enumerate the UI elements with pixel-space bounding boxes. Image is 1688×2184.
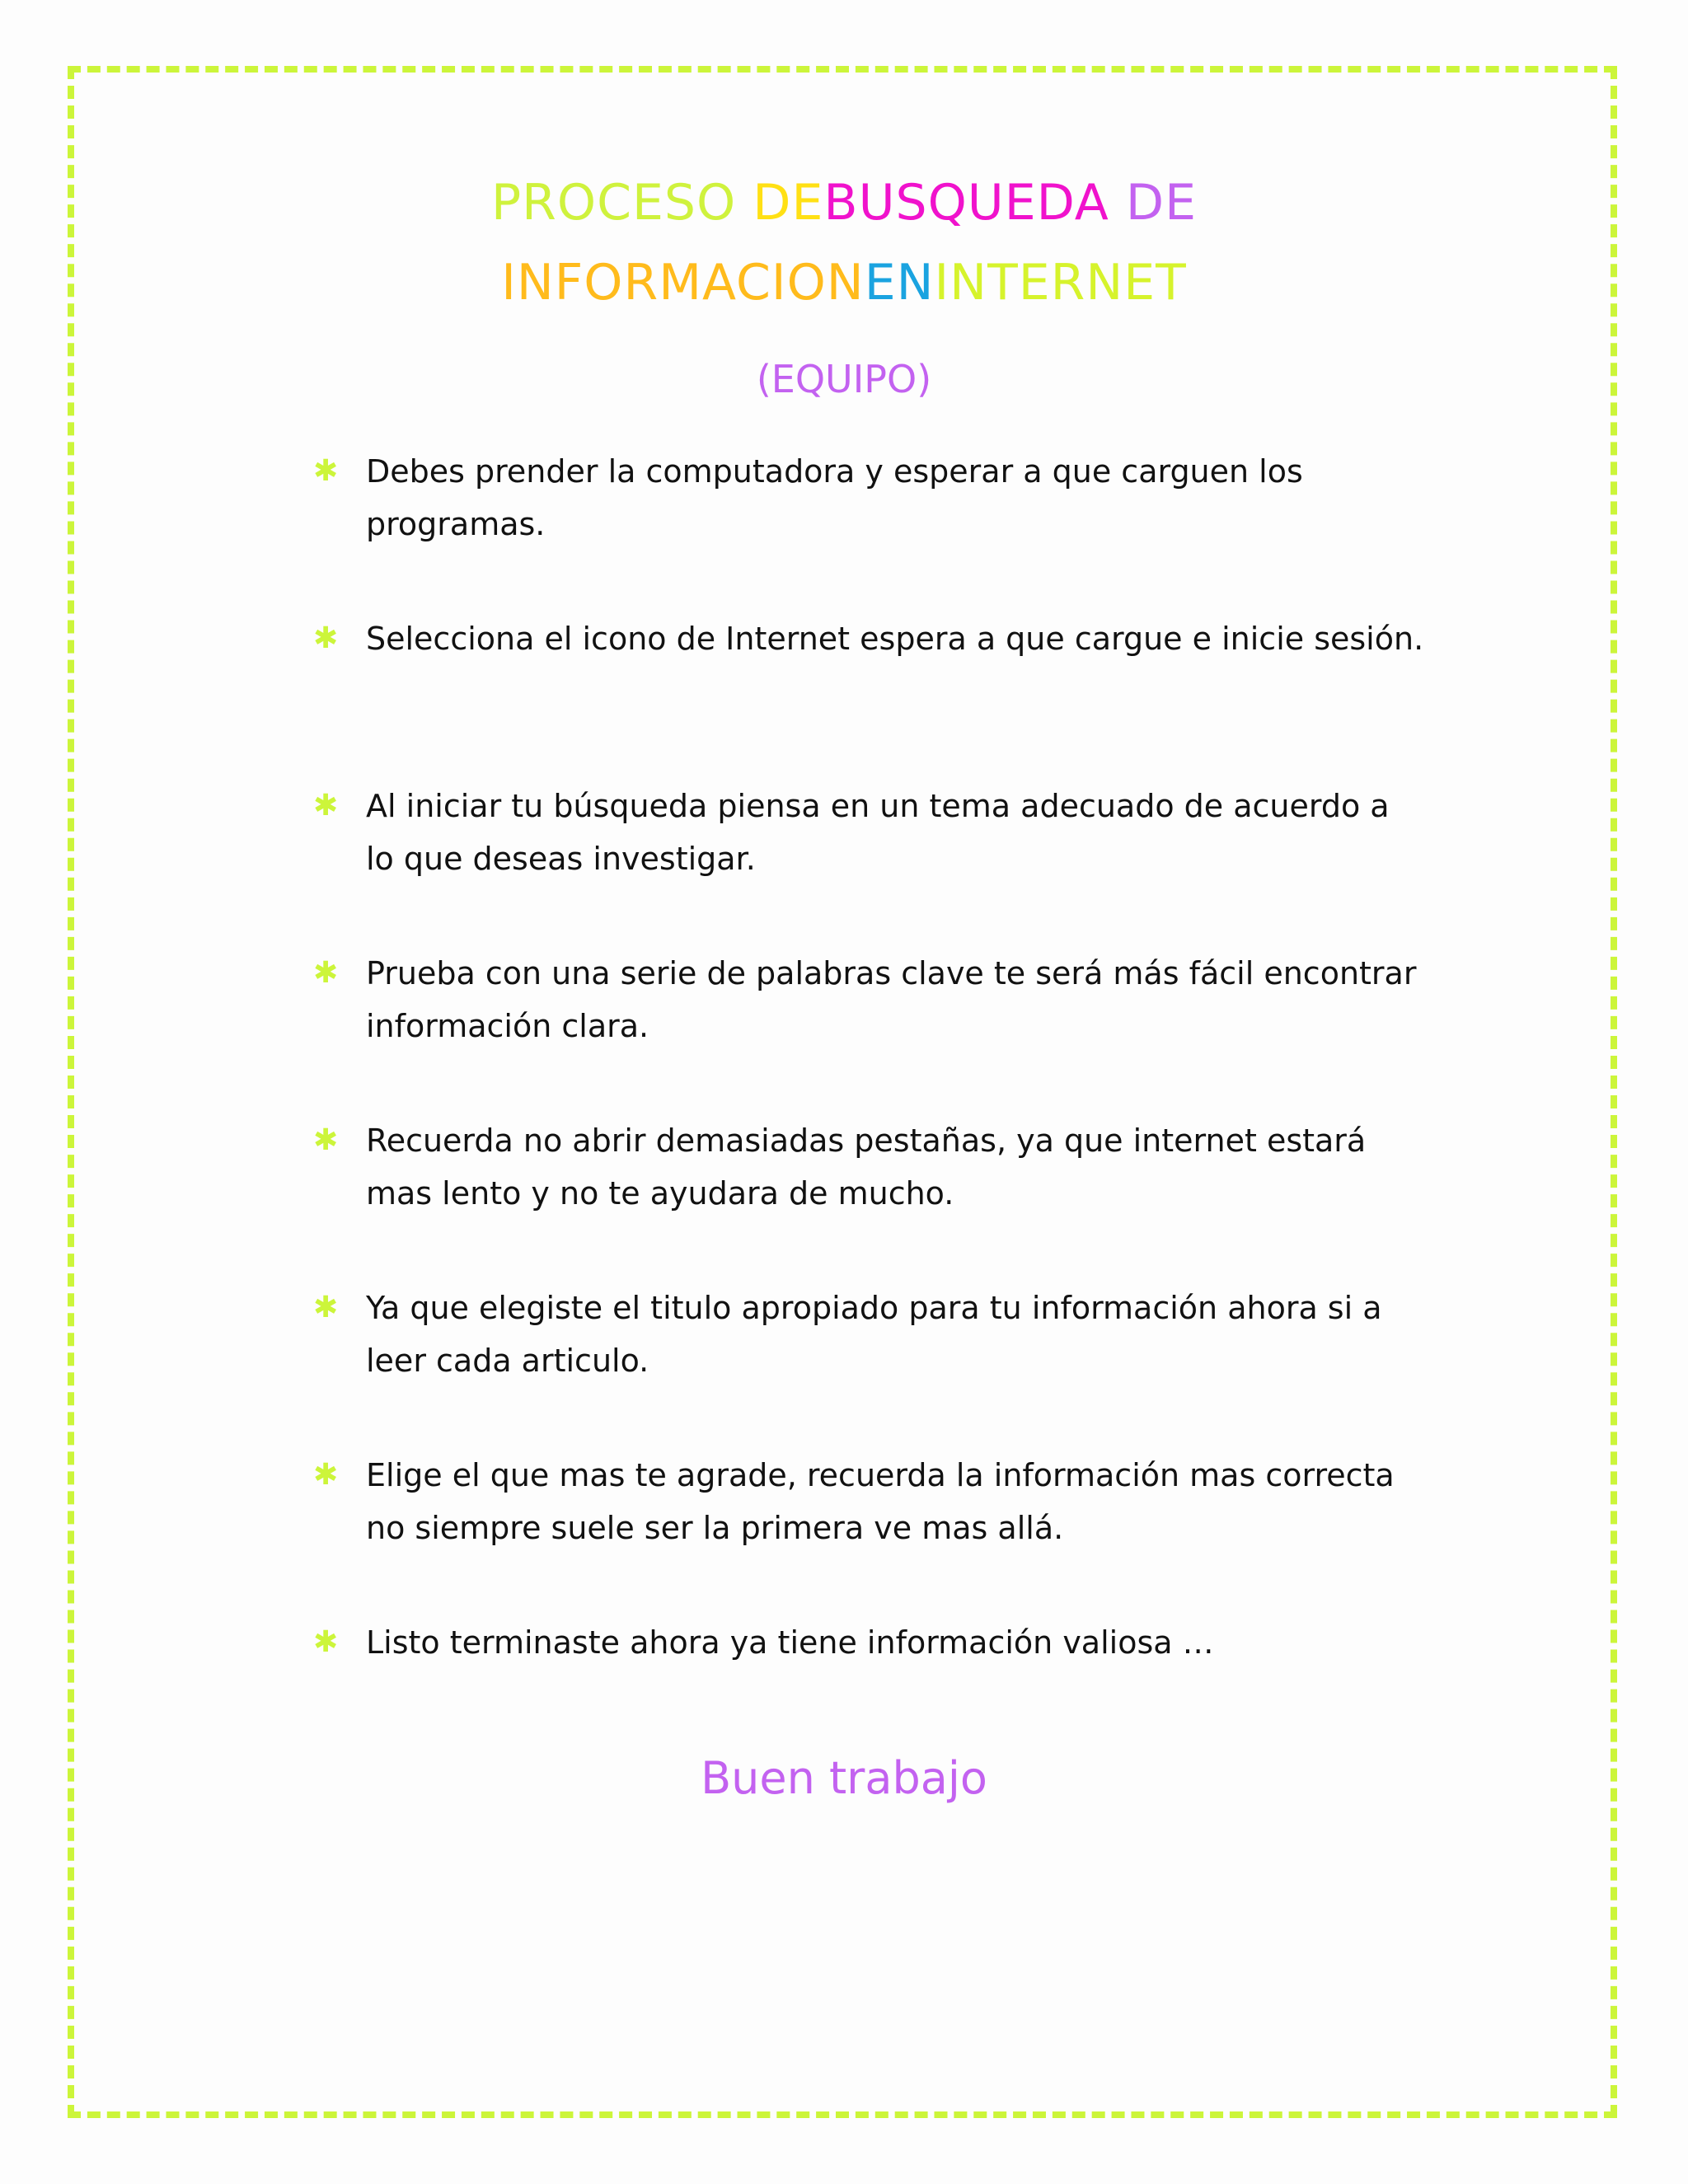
list-item (305, 445, 1426, 612)
asterisk-bullet-icon: ✱ (313, 1625, 339, 1659)
steps-list (305, 445, 1426, 1783)
step-text: Listo terminaste ahora ya tiene información valiosa … (366, 1624, 1214, 1661)
step-text: Elige el que mas te agrade, recuerda la información mas correcta no siempre suele ser la primera ve mas allá. (366, 1457, 1395, 1546)
title-line-1 (0, 163, 1688, 242)
step-text: Debes prender la computadora y esperar a que carguen los programas. (366, 453, 1303, 542)
step-text: Ya que elegiste el titulo apropiado para tu información ahora si a leer cada articulo. (366, 1290, 1382, 1379)
step-text: Prueba con una serie de palabras clave te será más fácil encontrar información clara. (366, 955, 1417, 1044)
closing-message: Buen trabajo (701, 1752, 987, 1804)
asterisk-bullet-icon: ✱ (313, 1123, 339, 1157)
list-item (305, 947, 1426, 1114)
title-segment: EN (864, 254, 935, 312)
asterisk-bullet-icon: ✱ (313, 1458, 339, 1492)
list-item (305, 612, 1426, 780)
title-segment: DE (1109, 174, 1198, 232)
subtitle: (EQUIPO) (756, 357, 932, 401)
asterisk-bullet-icon: ✱ (313, 789, 339, 823)
title-segment: PROCESO (490, 174, 753, 232)
asterisk-bullet-icon: ✱ (313, 621, 339, 655)
step-text: Recuerda no abrir demasiadas pestañas, ya que internet estará mas lento y no te ayudara de mucho. (366, 1122, 1367, 1212)
step-text: Al iniciar tu búsqueda piensa en un tema adecuado de acuerdo a lo que deseas investigar. (366, 788, 1390, 877)
step-text: Selecciona el icono de Internet espera a que cargue e inicie sesión. (366, 621, 1424, 657)
title-segment: DE (753, 174, 824, 232)
title-segment: INTERNET (934, 254, 1187, 312)
title-line-2 (0, 243, 1688, 322)
asterisk-bullet-icon: ✱ (313, 454, 339, 488)
asterisk-bullet-icon: ✱ (313, 1291, 339, 1324)
list-item (305, 1114, 1426, 1282)
list-item (305, 1449, 1426, 1616)
title-segment: BUSQUEDA (823, 174, 1109, 232)
list-item (305, 1282, 1426, 1449)
list-item (305, 780, 1426, 947)
asterisk-bullet-icon: ✱ (313, 956, 339, 990)
title-segment: INFORMACION (501, 254, 865, 312)
